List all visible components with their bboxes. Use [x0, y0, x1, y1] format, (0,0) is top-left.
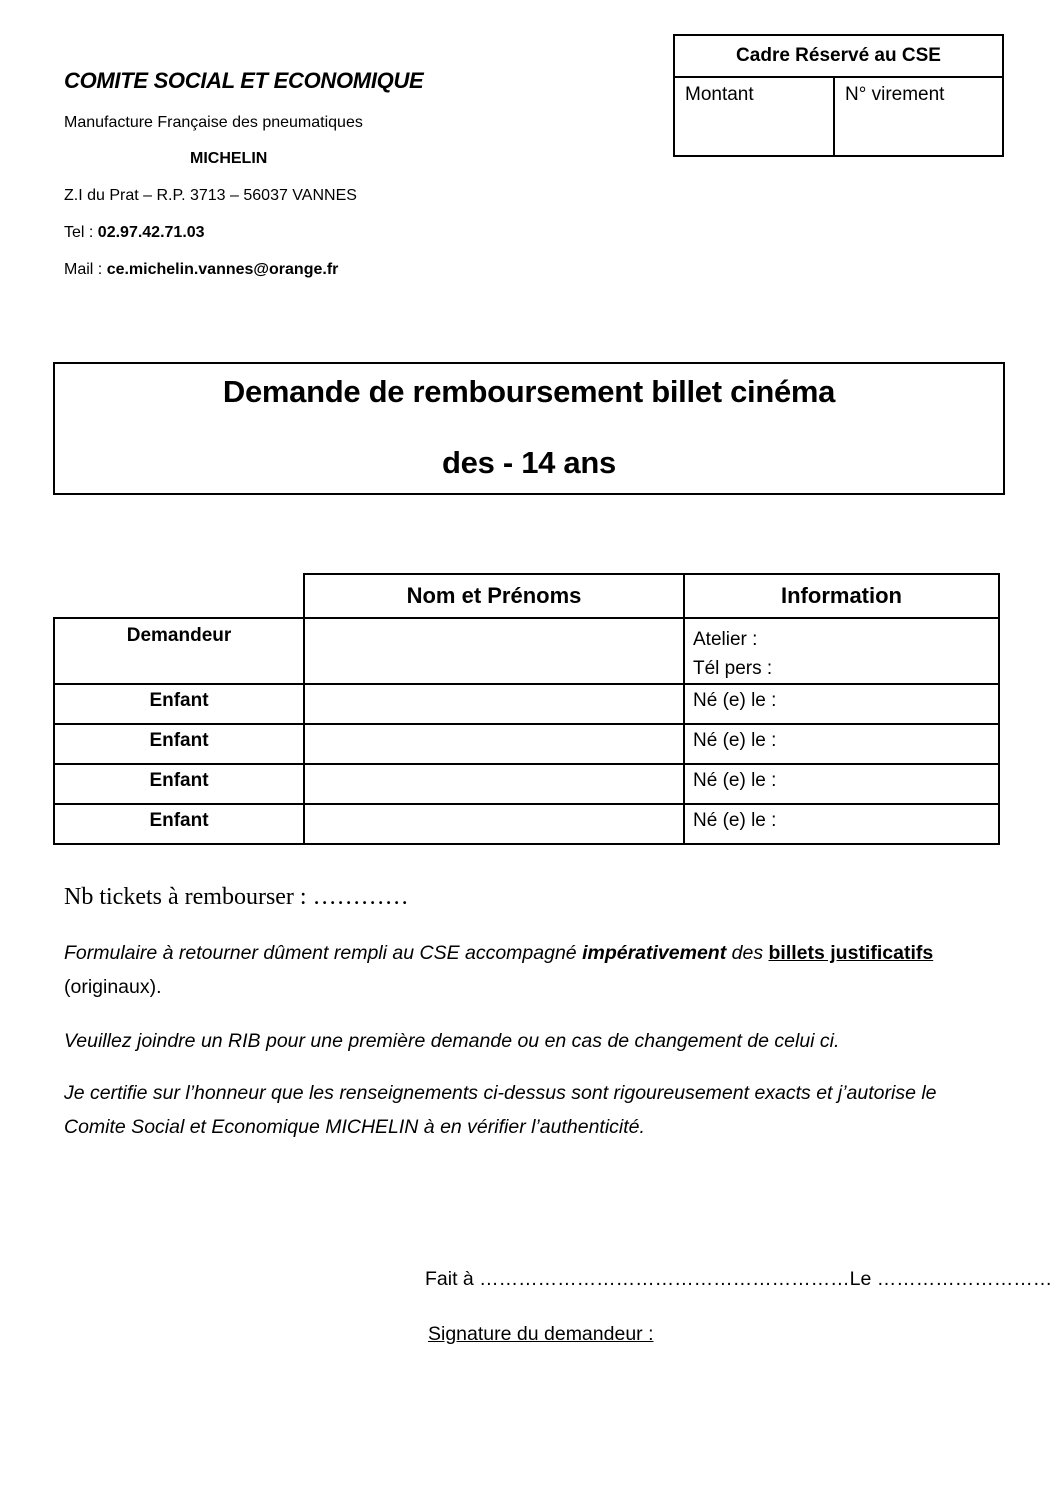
signature-label: Signature du demandeur :	[428, 1323, 654, 1345]
name-input-cell[interactable]	[304, 684, 684, 724]
cse-reserved-box	[673, 34, 1004, 157]
birthdate-cell[interactable]: Né (e) le :	[684, 724, 999, 764]
table-row	[54, 618, 999, 684]
table-row	[54, 724, 999, 764]
row-label: Enfant	[54, 804, 304, 844]
row-label: Enfant	[54, 764, 304, 804]
birthdate-cell[interactable]: Né (e) le :	[684, 804, 999, 844]
document-title-box	[53, 362, 1005, 495]
organization-subtitle: Manufacture Française des pneumatiques	[64, 114, 363, 131]
phone-value: 02.97.42.71.03	[97, 224, 205, 241]
instructions-paragraph	[64, 936, 964, 1004]
workshop-label: Atelier :	[693, 629, 758, 650]
row-label: Enfant	[54, 684, 304, 724]
column-header-name: Nom et Prénoms	[304, 574, 684, 618]
name-input-cell[interactable]	[304, 724, 684, 764]
rib-paragraph: Veuillez joindre un RIB pour une première demande ou en cas de changement de celui ci.	[64, 1030, 840, 1052]
column-header-information: Information	[684, 574, 999, 618]
table-row	[54, 764, 999, 804]
cse-box-title: Cadre Réservé au CSE	[675, 36, 1002, 78]
table-row	[54, 804, 999, 844]
instructions-text: Formulaire à retourner dûment rempli au CSE accompagné	[64, 942, 583, 964]
table-header-row	[54, 574, 999, 618]
certification-paragraph: Je certifie sur l’honneur que les renseignements ci-dessus sont rigoureusement exacts et j’autorise le Comite Social et Economique MICHELIN à en vérifier l’authenticité.	[64, 1082, 937, 1138]
birthdate-cell[interactable]: Né (e) le :	[684, 764, 999, 804]
tickets-count-line[interactable]: Nb tickets à rembourser : …………	[64, 884, 409, 910]
place-date-line[interactable]: Fait à …………………………………………………Le ………………………	[425, 1268, 1053, 1290]
document-subtitle: des - 14 ans	[442, 445, 616, 480]
name-input-cell[interactable]	[304, 618, 684, 684]
mail-value: ce.michelin.vannes@orange.fr	[106, 261, 339, 278]
instructions-required-documents: billets justificatifs	[768, 942, 934, 964]
name-input-cell[interactable]	[304, 804, 684, 844]
organization-phone	[64, 224, 205, 242]
instructions-text-2: des	[726, 942, 769, 964]
amount-field[interactable]	[675, 78, 835, 155]
table-row	[54, 684, 999, 724]
table-corner	[54, 574, 304, 618]
organization-name: COMITE SOCIAL ET ECONOMIQUE	[64, 68, 424, 93]
birthdate-cell[interactable]: Né (e) le :	[684, 684, 999, 724]
information-cell[interactable]	[684, 618, 999, 684]
row-label: Enfant	[54, 724, 304, 764]
amount-label: Montant	[685, 84, 754, 105]
name-input-cell[interactable]	[304, 764, 684, 804]
phone-label: Tel :	[64, 224, 94, 241]
mail-label: Mail :	[64, 261, 103, 278]
document-title: Demande de remboursement billet cinéma	[222, 374, 836, 409]
organization-address: Z.I du Prat – R.P. 3713 – 56037 VANNES	[64, 187, 357, 204]
request-table	[53, 573, 1000, 845]
organization-mail	[64, 261, 338, 279]
instructions-emphasis: impérativement	[582, 942, 727, 964]
organization-brand: MICHELIN	[190, 150, 268, 167]
personal-phone-label: Tél pers :	[693, 658, 773, 679]
row-label: Demandeur	[54, 618, 304, 684]
transfer-number-label: N° virement	[845, 84, 945, 105]
instructions-originals: (originaux).	[64, 976, 162, 998]
transfer-number-field[interactable]	[835, 78, 1002, 155]
